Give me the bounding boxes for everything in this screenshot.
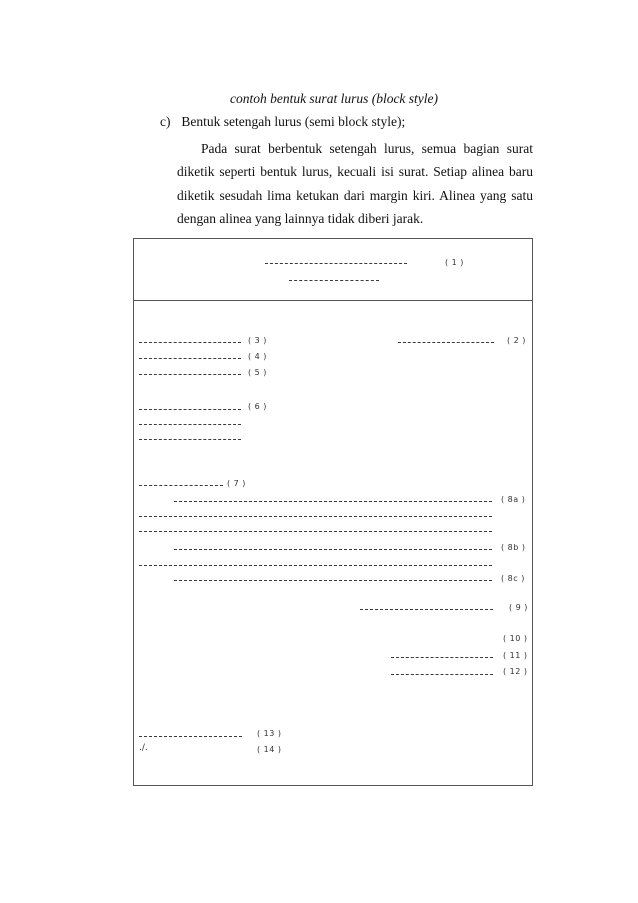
signature-line <box>391 674 493 675</box>
label-5: ( 5 ) <box>248 368 267 377</box>
body-line <box>174 501 492 502</box>
list-item-c <box>160 114 405 130</box>
closing-line <box>360 609 493 610</box>
salutation-line <box>139 485 223 486</box>
list-item-title: Bentuk setengah lurus (semi block style); <box>181 114 406 129</box>
body-line <box>139 565 492 566</box>
label-1: ( 1 ) <box>445 258 464 267</box>
label-14: ( 14 ) <box>257 745 282 754</box>
date-line <box>398 342 494 343</box>
reference-line <box>139 342 241 343</box>
label-6: ( 6 ) <box>248 402 267 411</box>
label-3: ( 3 ) <box>248 336 267 345</box>
body-paragraph: Pada surat berbentuk setengah lurus, semua bagian surat diketik seperti bentuk lurus, kecuali isi surat. Setiap alinea baru diketik sesudah lima ketukan dari margin kiri. Alinea yang satu dengan alinea yang lainnya tidak diberi jarak. <box>177 141 533 227</box>
address-line <box>139 409 241 410</box>
address-line <box>139 439 241 440</box>
list-marker: c) <box>160 114 171 129</box>
body-line <box>174 549 492 550</box>
label-11: ( 11 ) <box>503 651 528 660</box>
signature-line <box>391 657 493 658</box>
letterhead-line <box>265 263 407 264</box>
address-line <box>139 424 241 425</box>
label-12: ( 12 ) <box>503 667 528 676</box>
label-2: ( 2 ) <box>507 336 526 345</box>
copy-line <box>139 736 242 737</box>
letterhead-line <box>289 280 379 281</box>
reference-line <box>139 358 241 359</box>
label-8c: ( 8c ) <box>501 574 525 583</box>
letterhead-divider <box>134 300 532 301</box>
label-4: ( 4 ) <box>248 352 267 361</box>
reference-line <box>139 374 241 375</box>
initials-mark: ./. <box>139 743 148 753</box>
label-8b: ( 8b ) <box>501 543 526 552</box>
label-10: ( 10 ) <box>503 634 528 643</box>
body-line <box>139 516 492 517</box>
label-9: ( 9 ) <box>509 603 528 612</box>
figure-caption: contoh bentuk surat lurus (block style) <box>229 91 439 106</box>
label-8a: ( 8a ) <box>501 495 526 504</box>
body-line <box>174 580 492 581</box>
label-13: ( 13 ) <box>257 729 282 738</box>
label-7: ( 7 ) <box>227 479 246 488</box>
body-line <box>139 531 492 532</box>
letter-layout-diagram <box>133 238 533 786</box>
